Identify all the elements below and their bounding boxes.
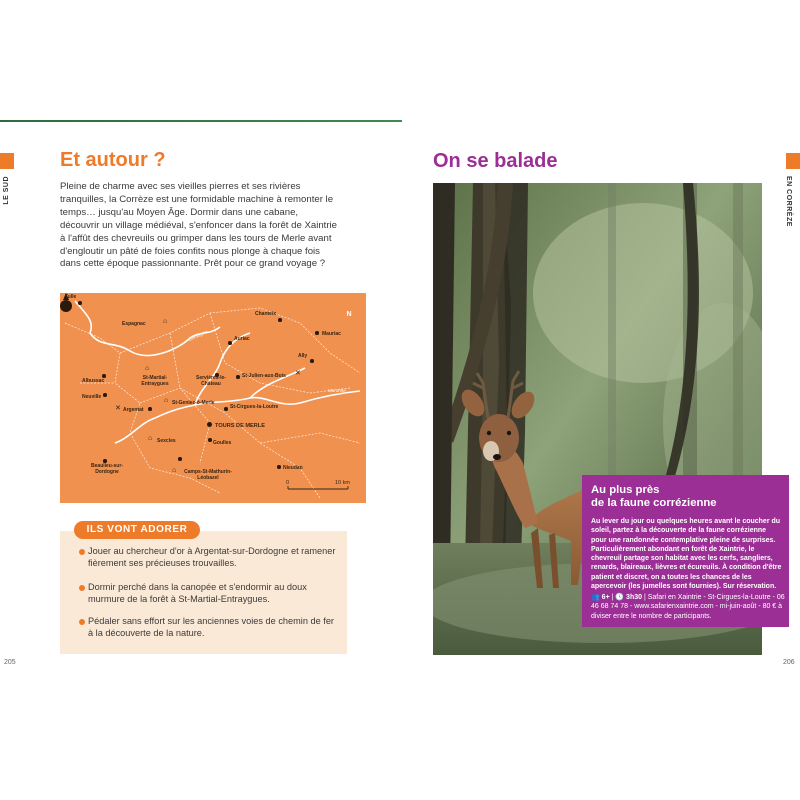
map-dot: [277, 465, 281, 469]
page-title-left: Et autour ?: [60, 149, 166, 171]
feature-contact: Safari en Xaintrie - St-Cirgues-la-Loutre - 06 46 68 74 78 - www.safarienxaintrie.com - mi-juin-août - 80 € à diviser entre le nombre de participants.: [591, 594, 785, 620]
map-place-servieres: Servières-le-Château: [195, 375, 227, 387]
fauna-feature-box: [582, 475, 789, 627]
map-dot-major: [207, 422, 212, 427]
castle-icon: ⌂: [163, 318, 168, 325]
map-place-st-cirgues: St-Cirgues-la-Loutre: [230, 404, 279, 410]
highlights-heading: ILS VONT ADORER: [74, 521, 200, 539]
section-tab-right: [786, 153, 800, 169]
map-dot: [224, 407, 228, 411]
castle-icon: ⌂: [145, 365, 150, 372]
map-place-nieudan: Nieudan: [283, 465, 303, 471]
cross-tools-icon: ✕: [295, 370, 301, 377]
bullet-icon: [79, 619, 85, 625]
map-place-espagnac: Espagnac: [122, 321, 146, 327]
map-place-mauriac: Mauriac: [322, 331, 341, 337]
map-dot: [315, 331, 319, 335]
map-dot: [78, 301, 82, 305]
intro-paragraph: Pleine de charme avec ses vieilles pierres et ses rivières tranquilles, la Corrèze est une formidable machine à remonter le temps… jusqu'au Moyen Âge. Dormir dans une cabane, découvrir un village médiéval, s'enfoncer dans la forêt de Xaintrie à l'affût des chevreuils ou grimper dans les tours de Merle avant d'engloutir un pâté de foies confits nous plonge à chaque fois dans cette époque passionnante. Prêt pour ce grand voyage ?: [60, 181, 338, 270]
map-place-tulle: Tulle: [65, 294, 77, 300]
area-map: [60, 293, 366, 503]
map-dot: [102, 374, 106, 378]
map-dot: [236, 375, 240, 379]
map-place-neuville: Neuville: [82, 394, 102, 400]
section-tab-left: [0, 153, 14, 169]
bullet-icon: [79, 549, 85, 555]
map-place-st-julien: St-Julien-aux-Bois: [242, 373, 286, 379]
map-place-goulles: Goulles: [213, 440, 232, 446]
section-label-right: EN CORRÈZE: [785, 176, 792, 227]
page-title-right: On se balade: [433, 150, 558, 172]
feature-title-line2: de la faune corrézienne: [591, 496, 717, 509]
map-place-argentat: Argentat: [123, 407, 144, 413]
highlight-item: Pédaler sans effort sur les anciennes voies de chemin de fer à la découverte de la nature.: [88, 616, 334, 639]
highlights-box: [60, 531, 347, 654]
page-number-left: 205: [4, 659, 16, 666]
feature-age: 6+: [601, 594, 610, 601]
map-place-beaulieu: Beaulieu-sur-Dordogne: [91, 463, 123, 475]
castle-icon: ⌂: [164, 397, 169, 404]
river-label-maronne: Maronne: [328, 388, 346, 393]
map-dot: [310, 359, 314, 363]
section-label-left: LE SUD: [3, 176, 10, 205]
map-place-ally: Ally: [298, 353, 308, 359]
map-dot: [103, 393, 107, 397]
map-dot: [178, 457, 182, 461]
highlight-item: Jouer au chercheur d'or à Argentat-sur-Dordogne et ramener fièrement ses précieuses trouvailles.: [88, 546, 336, 569]
map-dot: [148, 407, 152, 411]
map-place-st-martial: St-Martial-Entraygues: [141, 375, 169, 387]
scale-zero: 0: [286, 480, 290, 486]
feature-title: [591, 484, 717, 509]
castle-icon: ⌂: [148, 435, 153, 442]
map-dot: [103, 459, 107, 463]
map-place-chanteix: Chanteix: [255, 311, 277, 317]
feature-duration: 3h30: [626, 594, 643, 601]
map-place-camps: Camps-St-Mathurin-Léobazel: [184, 469, 232, 481]
map-place-st-geniez: St-Geniez-ô-Merle: [172, 400, 215, 406]
clock-icon: 🕓: [615, 594, 625, 601]
feature-info: 👥 6+ | 🕓 3h30 | Safari en Xaintrie - St-Cirgues-la-Loutre - 06 46 68 74 78 - www.safarienxaintrie.com - mi-juin-août - 80 € à diviser entre le nombre de participants.: [591, 594, 785, 620]
map-place-tours-de-merle: TOURS DE MERLE: [215, 423, 265, 429]
map-place-auriac: Auriac: [234, 336, 250, 342]
map-dot: [228, 341, 232, 345]
bullet-icon: [79, 585, 85, 591]
feature-text: Au lever du jour ou quelques heures avant le coucher du soleil, partez à la découverte de la faune corrézienne pour une randonnée contemplative pleine de surprises. Particulièrement abondant en forêt de Xaintrie, le chevreuil partage son habitat avec les cerfs, sangliers, renards, blaireaux, lièvres et écureuils. À condition d'être patient et discret, on a toutes les chances de les apercevoir (les jumelles sont fournies). Sur réservation.: [591, 518, 782, 591]
people-icon: 👥: [591, 594, 600, 601]
highlight-item: Dormir perché dans la canopée et s'endormir au doux murmure de la forêt à St-Martial-Entraygues.: [88, 582, 307, 605]
map-dot: [278, 318, 282, 322]
castle-icon: ⌂: [172, 467, 177, 474]
cross-tools-icon: ✕: [115, 405, 121, 412]
feature-title-line1: Au plus près: [591, 484, 660, 496]
top-rule: [0, 120, 402, 122]
map-place-sexcles: Sexcles: [157, 438, 176, 444]
compass-north-label: N: [346, 311, 352, 318]
map-dot: [208, 438, 212, 442]
map-place-albussac: Albussac: [82, 378, 105, 384]
river-label-dordogne: Dordogne: [187, 329, 208, 342]
page-number-right: 206: [783, 659, 795, 666]
scale-label: 10 km: [335, 480, 350, 486]
